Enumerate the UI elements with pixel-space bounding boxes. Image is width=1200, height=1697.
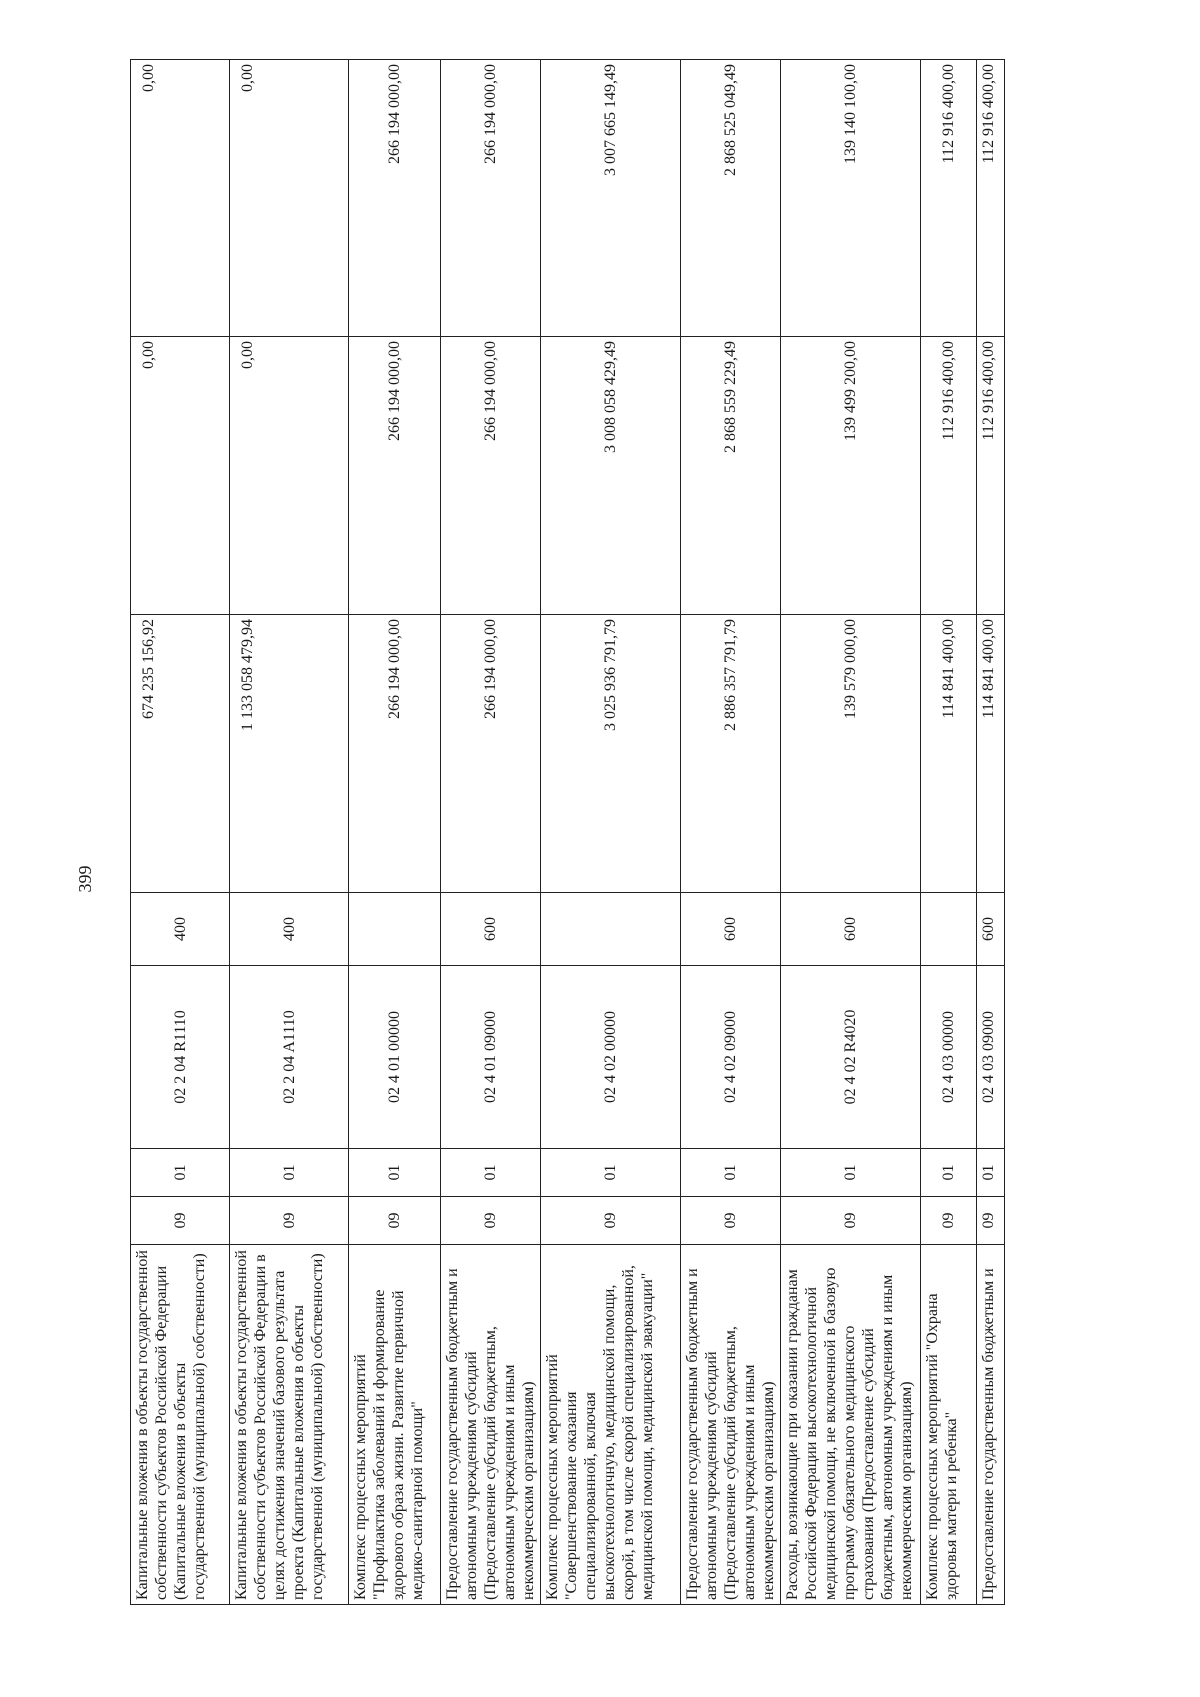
target-article: 02 4 01 09000 (441, 966, 541, 1149)
amount-3: 2 868 525 049,49 (681, 60, 781, 337)
expense-type (541, 893, 681, 966)
amount-1: 2 886 357 791,79 (681, 615, 781, 893)
row-name: Комплекс процессных мероприятий "Охрана здоровья матери и ребенка" (921, 1245, 977, 1605)
table-row (781, 60, 921, 1605)
section-code: 01 (541, 1149, 681, 1197)
amount-1: 1 133 058 479,94 (230, 615, 349, 893)
amount-3: 266 194 000,00 (441, 60, 541, 337)
amount-3: 0,00 (230, 60, 349, 337)
row-name: Комплекс процессных мероприятий "Профилактика заболеваний и формирование здорового образа жизни. Развитие первичной медико-санитарной помощи" (349, 1245, 441, 1605)
target-article: 02 4 02 00000 (541, 966, 681, 1149)
amount-2: 139 499 200,00 (781, 337, 921, 615)
table-row (681, 60, 781, 1605)
section-code: 01 (349, 1149, 441, 1197)
expense-type: 400 (230, 893, 349, 966)
row-name: Капитальные вложения в объекты государственной собственности субъектов Российской Федерации (Капитальные вложения в объекты государственной (муниципальной) собственности) (131, 1245, 230, 1605)
table-row (230, 60, 349, 1605)
amount-1: 114 841 400,00 (977, 615, 1005, 893)
amount-1: 674 235 156,92 (131, 615, 230, 893)
amount-1: 139 579 000,00 (781, 615, 921, 893)
row-name: Предоставление государственным бюджетным и автономным учреждениям субсидий (Предоставление субсидий бюджетным, автономным учреждениям и иным некоммерческим организациям) (681, 1245, 781, 1605)
table-row (541, 60, 681, 1605)
target-article: 02 4 02 R4020 (781, 966, 921, 1149)
ministry-code: 09 (541, 1197, 681, 1245)
table-row (131, 60, 230, 1605)
ministry-code: 09 (977, 1197, 1005, 1245)
page-number: 399 (75, 865, 95, 893)
ministry-code: 09 (441, 1197, 541, 1245)
table-row (977, 60, 1005, 1605)
expense-type: 400 (131, 893, 230, 966)
target-article: 02 4 01 00000 (349, 966, 441, 1149)
expense-type (921, 893, 977, 966)
amount-2: 266 194 000,00 (349, 337, 441, 615)
section-code: 01 (681, 1149, 781, 1197)
amount-3: 0,00 (131, 60, 230, 337)
target-article: 02 4 03 09000 (977, 966, 1005, 1149)
ministry-code: 09 (921, 1197, 977, 1245)
row-name: Предоставление государственным бюджетным и автономным учреждениям субсидий (Предоставление субсидий бюджетным, автономным учреждениям и иным некоммерческим организациям) (441, 1245, 541, 1605)
target-article: 02 2 04 A1110 (230, 966, 349, 1149)
row-name: Предоставление государственным бюджетным и (977, 1245, 1005, 1605)
table-row (441, 60, 541, 1605)
target-article: 02 4 03 00000 (921, 966, 977, 1149)
rotated-sheet (130, 60, 1055, 1605)
section-code: 01 (441, 1149, 541, 1197)
table-row (921, 60, 977, 1605)
ministry-code: 09 (230, 1197, 349, 1245)
amount-2: 112 916 400,00 (921, 337, 977, 615)
row-name: Расходы, возникающие при оказании гражданам Российской Федерации высокотехнологичной медицинской помощи, не включенной в базовую программу обязательного медицинского страхования (Предоставление субсидий бюджетным, автономным учреждениям и иным некоммерческим организациям) (781, 1245, 921, 1605)
amount-3: 139 140 100,00 (781, 60, 921, 337)
target-article: 02 4 02 09000 (681, 966, 781, 1149)
amount-1: 266 194 000,00 (441, 615, 541, 893)
target-article: 02 2 04 R1110 (131, 966, 230, 1149)
section-code: 01 (131, 1149, 230, 1197)
amount-1: 114 841 400,00 (921, 615, 977, 893)
section-code: 01 (921, 1149, 977, 1197)
ministry-code: 09 (349, 1197, 441, 1245)
expense-type: 600 (977, 893, 1005, 966)
amount-2: 0,00 (230, 337, 349, 615)
amount-1: 266 194 000,00 (349, 615, 441, 893)
ministry-code: 09 (131, 1197, 230, 1245)
table-row (349, 60, 441, 1605)
amount-2: 3 008 058 429,49 (541, 337, 681, 615)
amount-2: 112 916 400,00 (977, 337, 1005, 615)
expense-type: 600 (781, 893, 921, 966)
amount-2: 0,00 (131, 337, 230, 615)
expense-type (349, 893, 441, 966)
ministry-code: 09 (681, 1197, 781, 1245)
amount-3: 112 916 400,00 (977, 60, 1005, 337)
amount-3: 112 916 400,00 (921, 60, 977, 337)
budget-table (130, 59, 1005, 1605)
row-name: Капитальные вложения в объекты государственной собственности субъектов Российской Федерации в целях достижения значений базового результата проекта (Капитальные вложения в объекты государственной (муниципальной) собственности) (230, 1245, 349, 1605)
amount-1: 3 025 936 791,79 (541, 615, 681, 893)
row-name: Комплекс процессных мероприятий "Совершенствование оказания специализированной, включая высокотехнологичную, медицинской помощи, скорой, в том числе скорой специализированной, медицинской помощи, медицинской эвакуации" (541, 1245, 681, 1605)
amount-2: 266 194 000,00 (441, 337, 541, 615)
amount-2: 2 868 559 229,49 (681, 337, 781, 615)
section-code: 01 (230, 1149, 349, 1197)
expense-type: 600 (441, 893, 541, 966)
section-code: 01 (781, 1149, 921, 1197)
expense-type: 600 (681, 893, 781, 966)
amount-3: 266 194 000,00 (349, 60, 441, 337)
section-code: 01 (977, 1149, 1005, 1197)
amount-3: 3 007 665 149,49 (541, 60, 681, 337)
ministry-code: 09 (781, 1197, 921, 1245)
